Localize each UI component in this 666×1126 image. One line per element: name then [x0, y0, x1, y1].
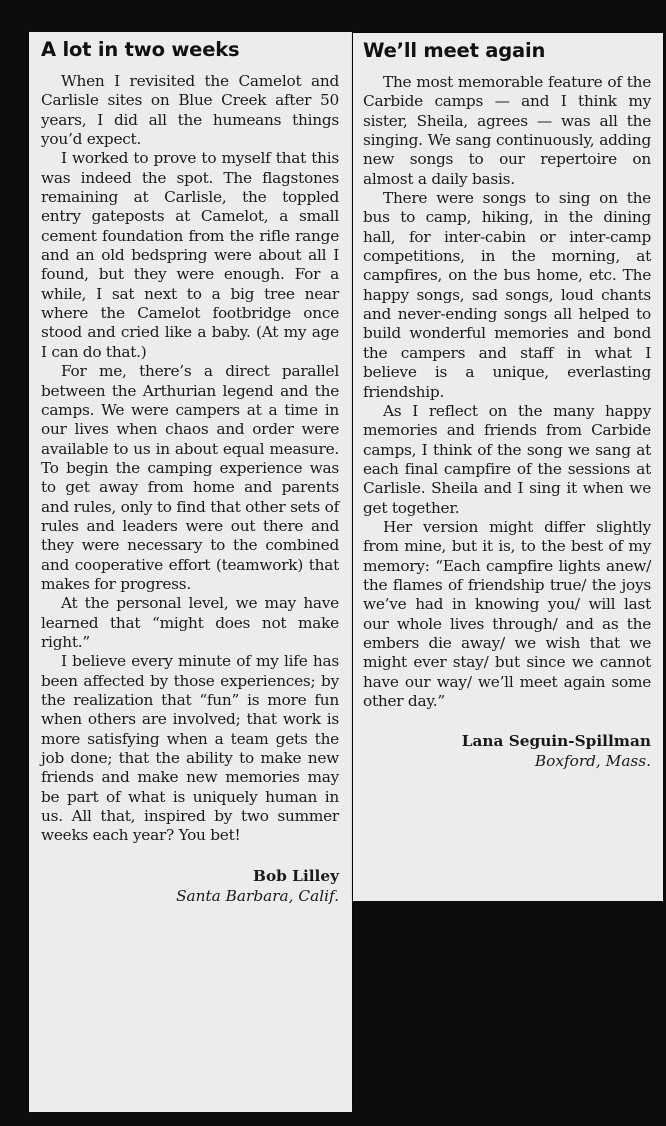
signature	[363, 731, 651, 771]
paragraph: When I revisited the Camelot and Carlisle sites on Blue Creek after 50 years, I did all the humeans things you’d expect.	[41, 72, 339, 149]
paragraph: At the personal level, we may have learned that “might does not make right.”	[41, 594, 339, 651]
headline: A lot in two weeks	[41, 38, 240, 61]
paragraph: As I reflect on the many happy memories and friends from Carbide camps, I think of the song we sang at each final campfire of the sessions at Carlisle. Sheila and I sing it when we get together.	[363, 401, 651, 517]
headline: We’ll meet again	[363, 39, 546, 62]
paragraph: The most memorable feature of the Carbide camps — and I think my sister, Sheila, agrees — was all the singing. We sang continuously, adding new songs to our repertoire on almost a daily basis.	[363, 73, 651, 188]
signature	[41, 866, 339, 906]
letter-clipping-left	[29, 32, 352, 1112]
paragraph: For me, there’s a direct parallel between the Arthurian legend and the camps. We were campers at a time in our lives when chaos and order were available to us in about equal measure. To begin the camping experience was to get away from home and parents and rules, only to find that other sets of rules and leaders were out there and they were necessary to the combined and cooperative effort (teamwork) that makes for progress.	[41, 362, 339, 593]
paragraph: There were songs to sing on the bus to camp, hiking, in the dining hall, for inter-cabin or inter-camp competitions, in the morning, at campfires, on the bus home, etc. The happy songs, sad songs, loud chants and never-ending songs all helped to build wonderful memories and bond the campers and staff in what I believe is a unique, everlasting friendship.	[363, 189, 651, 401]
author-name: Lana Seguin-Spillman	[461, 732, 651, 751]
letter-clipping-right	[353, 33, 663, 901]
author-location: Santa Barbara, Calif.	[176, 886, 339, 905]
author-location: Boxford, Mass.	[534, 752, 651, 771]
paragraph: I believe every minute of my life has been affected by those experiences; by the realization that “fun” is more fun when others are involved; that work is more satisfying when a team gets the job done; that the ability to make new friends and make new memories may be part of what is uniquely human in us. All that, inspired by two summer weeks each year? You bet!	[41, 652, 339, 845]
author-name: Bob Lilley	[253, 866, 339, 885]
paragraph: I worked to prove to myself that this was indeed the spot. The flagstones remaining at Carlisle, the toppled entry gateposts at Camelot, a small cement foundation from the rifle range and an old bedspring were about all I found, but they were enough. For a while, I sat next to a big tree near where the Camelot footbridge once stood and cried like a baby. (At my age I can do that.)	[41, 149, 339, 361]
paragraph: Her version might differ slightly from mine, but it is, to the best of my memory: “Each campfire lights anew/ the flames of friendship true/ the joys we’ve had in knowing you/ will last our whole lives through/ and as the embers die away/ we wish that we might ever stay/ but since we cannot have our way/ we’ll meet again some other day.”	[363, 517, 651, 710]
